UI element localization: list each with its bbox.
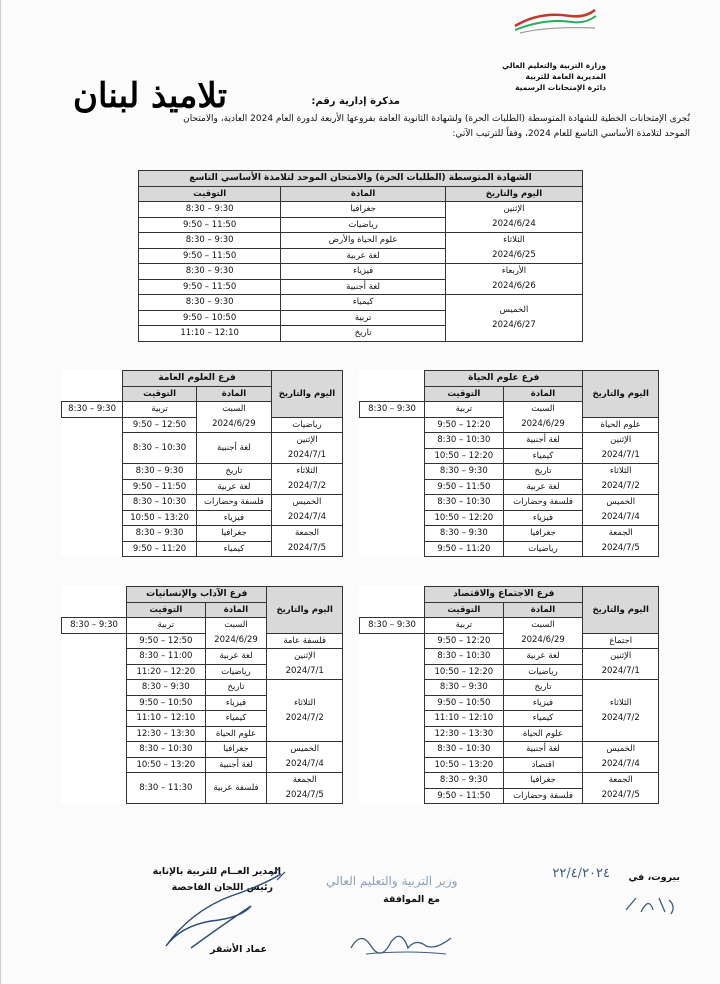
- day-name: الخميس: [290, 744, 320, 754]
- table-row: [62, 649, 343, 665]
- day-name: السبت: [224, 620, 248, 630]
- subject-cell: فيزياء: [196, 510, 271, 526]
- subject-cell: تربية: [123, 402, 197, 418]
- subject-cell: جغرافيا: [281, 202, 446, 218]
- time-cell: 8:30 – 9:30: [425, 526, 503, 542]
- time-cell: 9:50 – 10:50: [139, 310, 281, 326]
- exam-date: 2024/7/5: [601, 790, 640, 800]
- exam-date: 2024/6/29: [214, 635, 258, 645]
- subject-cell: تربية: [425, 402, 503, 418]
- subject-cell: رياضيات: [503, 541, 583, 557]
- table-row: [62, 495, 343, 511]
- time-cell: 8:30 – 9:30: [123, 526, 197, 542]
- time-cell: 9:50 – 10:50: [425, 695, 503, 711]
- subject-cell: فلسفة وحضارات: [503, 495, 583, 511]
- time-cell: 8:30 – 9:30: [62, 618, 127, 634]
- subject-cell: فيزياء: [205, 695, 267, 711]
- table-row: [360, 742, 659, 758]
- day-name: الإثنين: [610, 435, 632, 445]
- subject-cell: لغة عربية: [281, 248, 446, 264]
- caption-row: [62, 587, 343, 603]
- subject-cell: فيزياء: [281, 264, 446, 280]
- header-row: [139, 186, 583, 202]
- subject-cell: تاريخ: [503, 680, 583, 696]
- caption-row: [360, 371, 659, 387]
- time-cell: 9:50 – 11:50: [425, 479, 503, 495]
- caption-row: [360, 587, 659, 603]
- time-cell: 9:50 – 11:50: [139, 248, 281, 264]
- exam-date: 2024/7/2: [287, 481, 327, 491]
- subject-header: المادة: [503, 602, 583, 618]
- time-cell: 8:30 – 10:30: [425, 495, 503, 511]
- day-name: الإثنين: [610, 651, 632, 661]
- subject-header: المادة: [196, 386, 271, 402]
- table-caption: فرع العلوم العامة: [123, 371, 272, 387]
- time-cell: 8:30 – 9:30: [360, 618, 425, 634]
- exam-date: 2024/7/1: [287, 450, 327, 460]
- time-cell: 9:50 – 11:50: [139, 217, 281, 233]
- handwritten-note: [621, 892, 681, 918]
- time-cell: 9:50 – 12:50: [127, 633, 205, 649]
- time-cell: 10:50 – 13:20: [127, 757, 205, 773]
- subject-cell: فلسفة عربية: [205, 773, 267, 804]
- caption-row: [139, 171, 583, 187]
- day-date-cell: [271, 464, 342, 495]
- time-cell: 8:30 – 11:00: [127, 649, 205, 665]
- day-name: الجمعة: [294, 528, 319, 538]
- time-cell: 8:30 – 9:30: [425, 773, 503, 789]
- subject-cell: تربية: [127, 618, 205, 634]
- subject-cell: تربية: [425, 618, 503, 634]
- day-date-cell: [445, 295, 582, 342]
- subject-cell: تاريخ: [503, 464, 583, 480]
- exam-date: 2024/6/25: [492, 250, 536, 260]
- table-row: [62, 742, 343, 758]
- intro-line: تُجرى الإمتحانات الخطية للشهادة المتوسطة (الطلبات الحرة) ولشهادة الثانوية العامة بفروعها الأربعة لدورة العام 2024 العادية، والامتحان: [183, 114, 690, 124]
- time-header: التوقيت: [139, 186, 281, 202]
- approval-label: مع الموافقة: [383, 894, 440, 905]
- day-date-cell: [271, 433, 342, 464]
- subject-cell: جغرافيا: [196, 526, 271, 542]
- time-cell: 10:50 – 12:20: [425, 448, 503, 464]
- subject-cell: تاريخ: [205, 680, 267, 696]
- caption-row: [62, 371, 343, 387]
- exam-date: 2024/7/4: [285, 759, 324, 769]
- day-name: الإثنين: [294, 651, 316, 661]
- day-name: الثلاثاء: [296, 466, 318, 476]
- day-header: اليوم والتاريخ: [445, 186, 582, 202]
- day-name: الثلاثاء: [609, 466, 632, 476]
- exam-date: 2024/7/1: [601, 450, 640, 460]
- minister-signature: [346, 920, 456, 960]
- subject-cell: علوم الحياة والأرض: [281, 233, 446, 249]
- subject-cell: جغرافيا: [503, 526, 583, 542]
- day-date-cell: [205, 618, 267, 649]
- minister-stamp: وزير التربية والتعليم العالي: [326, 874, 458, 888]
- sociology-economics-schedule-table: [359, 586, 659, 804]
- day-name: الجمعة: [608, 528, 633, 538]
- brevet-schedule-table: [138, 170, 583, 342]
- day-date-cell: [583, 526, 659, 557]
- exam-date: 2024/7/5: [285, 790, 324, 800]
- subject-cell: تاريخ: [196, 464, 271, 480]
- table-row: [360, 773, 659, 789]
- table-row: [360, 680, 659, 696]
- day-name: الجمعة: [608, 775, 633, 785]
- exam-date: 2024/6/29: [521, 635, 565, 645]
- subject-cell: لغة أجنبية: [281, 279, 446, 295]
- table-row: [139, 295, 583, 311]
- table-row: [139, 264, 583, 280]
- subject-cell: فلسفة وحضارات: [196, 495, 271, 511]
- ministry-line: المديرية العامة للتربية: [525, 72, 606, 81]
- time-cell: 11:10 – 12:10: [127, 711, 205, 727]
- day-date-cell: [445, 202, 582, 233]
- exam-date: 2024/6/24: [492, 219, 536, 229]
- day-date-cell: [583, 742, 659, 773]
- time-header: التوقيت: [127, 602, 205, 618]
- time-cell: 8:30 – 9:30: [360, 402, 425, 418]
- time-cell: 10:50 – 13:20: [425, 757, 503, 773]
- subject-cell: لغة أجنبية: [503, 742, 583, 758]
- table-row: [62, 680, 343, 696]
- literature-humanities-schedule-table: [61, 586, 343, 804]
- time-cell: 8:30 – 9:30: [123, 464, 197, 480]
- time-cell: 11:20 – 12:20: [127, 664, 205, 680]
- exam-date: 2024/7/5: [601, 543, 640, 553]
- time-cell: 8:30 – 10:30: [425, 742, 503, 758]
- day-date-cell: [583, 773, 659, 804]
- subject-cell: كيمياء: [205, 711, 267, 727]
- day-date-cell: [267, 649, 343, 680]
- subject-cell: فلسفة وحضارات: [503, 788, 583, 804]
- day-date-cell: [583, 433, 659, 464]
- time-cell: 9:50 – 12:20: [425, 417, 503, 433]
- time-header: التوقيت: [425, 386, 503, 402]
- day-header: اليوم والتاريخ: [583, 371, 659, 418]
- time-cell: 11:10 – 12:10: [139, 326, 281, 342]
- day-name: الأربعاء: [501, 266, 527, 276]
- day-date-cell: [503, 402, 583, 433]
- time-cell: 8:30 – 9:30: [139, 295, 281, 311]
- time-cell: 8:30 – 10:30: [127, 742, 205, 758]
- exam-date: 2024/6/29: [521, 419, 565, 429]
- director-signature: [151, 866, 291, 956]
- day-date-cell: [445, 233, 582, 264]
- day-name: الثلاثاء: [503, 235, 525, 245]
- subject-cell: لغة عربية: [503, 649, 583, 665]
- subject-cell: تاريخ: [281, 326, 446, 342]
- memo-title: مذكرة إدارية رقم:: [311, 96, 400, 107]
- time-cell: 8:30 – 9:30: [62, 402, 123, 418]
- day-name: الخميس: [292, 497, 322, 507]
- day-date-cell: [583, 649, 659, 680]
- day-name: الثلاثاء: [293, 697, 316, 708]
- day-name: الخميس: [499, 304, 529, 315]
- day-date-cell: [271, 526, 342, 557]
- place-date-label: بيروت، في: [628, 872, 680, 883]
- table-row: [139, 233, 583, 249]
- watermark-stamp: تلاميذ لبنان: [73, 76, 228, 116]
- subject-cell: لغة عربية: [205, 649, 267, 665]
- handwritten-date: ٢٢/٤/٢٠٢٤: [552, 866, 610, 881]
- time-cell: 11:10 – 12:10: [425, 711, 503, 727]
- table-row: [62, 773, 343, 804]
- exam-date: 2024/6/29: [212, 419, 256, 429]
- exam-date: 2024/7/4: [601, 512, 640, 522]
- exam-date: 2024/7/2: [285, 712, 324, 723]
- day-name: الإثنين: [296, 435, 318, 445]
- table-row: [62, 433, 343, 464]
- table-row: [360, 433, 659, 449]
- time-cell: 9:50 – 11:20: [425, 541, 503, 557]
- day-name: الخميس: [606, 744, 636, 754]
- table-row: [62, 526, 343, 542]
- ministry-logo: [510, 6, 600, 36]
- subject-cell: كيمياء: [503, 711, 583, 727]
- time-cell: 9:50 – 11:50: [123, 479, 197, 495]
- time-cell: 8:30 – 10:30: [123, 433, 197, 464]
- subject-cell: علوم الحياة: [583, 417, 659, 433]
- time-cell: 10:50 – 13:20: [123, 510, 197, 526]
- time-cell: 9:50 – 11:50: [139, 279, 281, 295]
- subject-header: المادة: [503, 386, 583, 402]
- table-caption: فرع الآداب والإنسانيات: [127, 587, 267, 603]
- time-cell: 12:30 – 13:30: [127, 726, 205, 742]
- day-date-cell: [267, 773, 343, 804]
- exam-date: 2024/7/5: [287, 543, 327, 553]
- time-cell: 8:30 – 11:30: [127, 773, 205, 804]
- day-date-cell: [583, 495, 659, 526]
- table-row: [360, 464, 659, 480]
- subject-cell: فيزياء: [503, 695, 583, 711]
- exam-date: 2024/7/4: [601, 759, 640, 769]
- subject-cell: رياضيات: [205, 664, 267, 680]
- subject-cell: رياضيات: [281, 217, 446, 233]
- day-name: الثلاثاء: [609, 697, 632, 708]
- intro-line: الموحد لتلامذة الأساسي التاسع للعام 2024، وفقاً للترتيب الآتي:: [452, 129, 690, 139]
- day-date-cell: [583, 464, 659, 495]
- general-sciences-schedule-table: [61, 370, 343, 557]
- exam-date: 2024/7/2: [601, 712, 640, 723]
- time-cell: 12:30 – 13:30: [425, 726, 503, 742]
- director-subtitle: رئيس اللجان الفاحصة: [171, 882, 273, 893]
- time-cell: 8:30 – 9:30: [127, 680, 205, 696]
- day-date-cell: [445, 264, 582, 295]
- subject-cell: رياضيات: [503, 664, 583, 680]
- day-name: السبت: [531, 404, 555, 414]
- subject-cell: لغة أجنبية: [196, 433, 271, 464]
- subject-cell: فلسفة عامة: [267, 633, 343, 649]
- time-cell: 8:30 – 10:30: [425, 433, 503, 449]
- table-caption: الشهادة المتوسطة (الطلبات الحرة) والامتحان الموحد لتلامذة الأساسي التاسع: [139, 171, 583, 187]
- day-date-cell: [196, 402, 271, 433]
- exam-date: 2024/7/1: [285, 666, 324, 676]
- day-date-cell: [267, 680, 343, 742]
- subject-cell: كيمياء: [281, 295, 446, 311]
- subject-cell: لغة عربية: [196, 479, 271, 495]
- time-cell: 8:30 – 9:30: [139, 233, 281, 249]
- table-row: [360, 526, 659, 542]
- time-header: التوقيت: [123, 386, 197, 402]
- subject-cell: اقتصاد: [503, 757, 583, 773]
- day-name: السبت: [222, 404, 246, 414]
- day-name: الخميس: [606, 497, 636, 507]
- subject-cell: فيزياء: [503, 510, 583, 526]
- time-cell: 9:50 – 10:50: [127, 695, 205, 711]
- ministry-line: دائرة الإمتحانات الرسمية: [515, 83, 606, 92]
- table-caption: فرع الاجتماع والاقتصاد: [425, 587, 583, 603]
- subject-cell: اجتماع: [583, 633, 659, 649]
- day-name: الجمعة: [292, 775, 317, 785]
- day-date-cell: [503, 618, 583, 649]
- subject-header: المادة: [205, 602, 267, 618]
- exam-date: 2024/6/27: [492, 319, 536, 330]
- subject-cell: لغة أجنبية: [205, 757, 267, 773]
- exam-date: 2024/7/2: [601, 481, 640, 491]
- subject-cell: جغرافيا: [205, 742, 267, 758]
- subject-cell: رياضيات: [271, 417, 342, 433]
- intro-paragraph: [50, 112, 690, 142]
- time-cell: 9:50 – 12:20: [425, 633, 503, 649]
- day-date-cell: [271, 495, 342, 526]
- table-row: [62, 633, 343, 649]
- director-name: عماد الأشقر: [209, 944, 267, 955]
- day-date-cell: [267, 742, 343, 773]
- time-cell: 10:50 – 12:20: [425, 510, 503, 526]
- exam-date: 2024/6/26: [492, 281, 536, 291]
- table-row: [62, 464, 343, 480]
- subject-cell: علوم الحياة: [205, 726, 267, 742]
- exam-date: 2024/7/4: [287, 512, 327, 522]
- exam-date: 2024/7/1: [601, 666, 640, 676]
- ministry-header: [446, 60, 606, 93]
- time-cell: 8:30 – 9:30: [139, 264, 281, 280]
- table-row: [360, 649, 659, 665]
- ministry-line: وزارة التربية والتعليم العالي: [502, 61, 606, 70]
- time-cell: 8:30 – 9:30: [425, 464, 503, 480]
- day-header: اليوم والتاريخ: [583, 587, 659, 634]
- time-cell: 9:50 – 11:50: [425, 788, 503, 804]
- table-caption: فرع علوم الحياة: [425, 371, 583, 387]
- day-name: السبت: [531, 620, 555, 630]
- subject-cell: جغرافيا: [503, 773, 583, 789]
- day-header: اليوم والتاريخ: [267, 587, 343, 634]
- subject-cell: لغة أجنبية: [503, 433, 583, 449]
- time-cell: 9:50 – 12:50: [123, 417, 197, 433]
- table-row: [139, 202, 583, 218]
- subject-cell: كيمياء: [196, 541, 271, 557]
- life-sciences-schedule-table: [359, 370, 659, 557]
- time-cell: 10:50 – 12:20: [425, 664, 503, 680]
- time-cell: 8:30 – 10:30: [425, 649, 503, 665]
- subject-cell: كيمياء: [503, 448, 583, 464]
- time-cell: 9:50 – 11:20: [123, 541, 197, 557]
- subject-cell: علوم الحياة: [503, 726, 583, 742]
- director-title: المدير العــام للتربية بالإنابة: [152, 866, 281, 877]
- table-row: [360, 495, 659, 511]
- subject-cell: لغة عربية: [503, 479, 583, 495]
- day-date-cell: [583, 680, 659, 742]
- time-cell: 8:30 – 9:30: [139, 202, 281, 218]
- time-cell: 8:30 – 9:30: [425, 680, 503, 696]
- time-header: التوقيت: [425, 602, 503, 618]
- day-header: اليوم والتاريخ: [271, 371, 342, 418]
- time-cell: 8:30 – 10:30: [123, 495, 197, 511]
- subject-cell: تربية: [281, 310, 446, 326]
- subject-header: المادة: [281, 186, 446, 202]
- day-name: الإثنين: [503, 204, 525, 214]
